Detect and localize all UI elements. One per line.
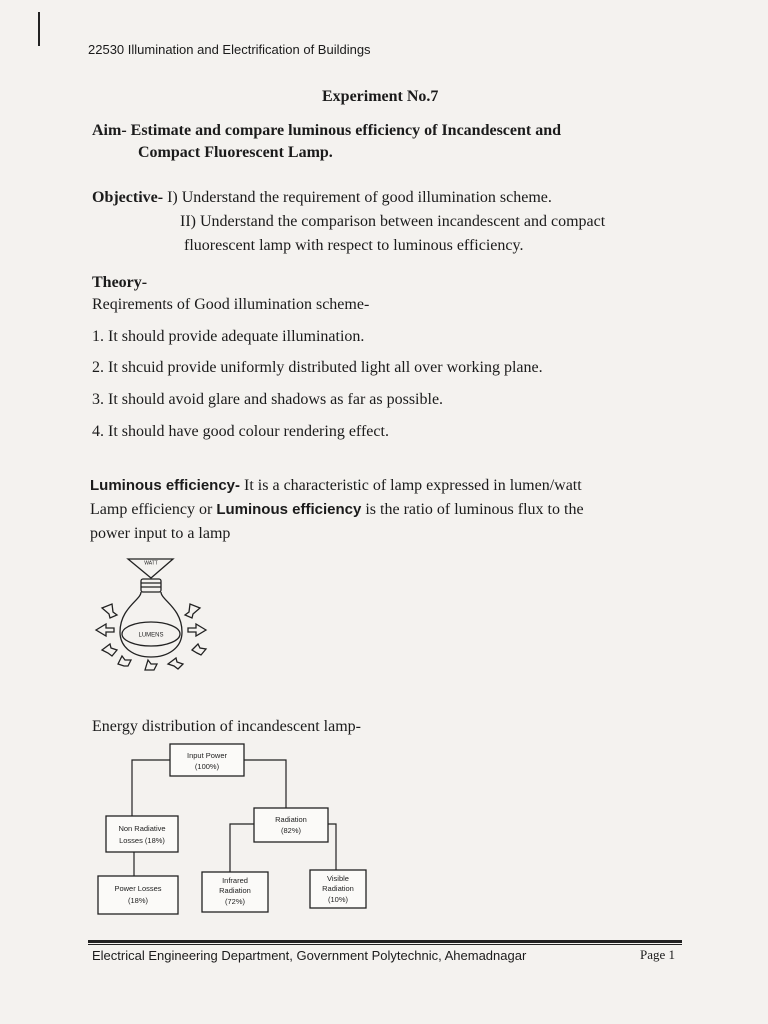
lightbulb-diagram (88, 552, 218, 682)
luminous-text-1: It is a characteristic of lamp expressed in lumen/watt (240, 477, 582, 494)
aim-line-1: Aim- Estimate and compare luminous efficiency of Incandescent and (92, 122, 562, 139)
visible-value: (10%) (327, 895, 349, 904)
non-radiative-box (106, 816, 178, 852)
requirement-item: 4. It should have good colour rendering effect. (92, 423, 389, 440)
non-radiative-value: Losses (18%) (119, 836, 165, 845)
objective-line-3: fluorescent lamp with respect to luminous efficiency. (184, 237, 524, 254)
non-radiative-label: Non Radiative (118, 824, 166, 833)
requirement-item: 2. It shcuid provide uniformly distributed light all over working plane. (92, 359, 543, 376)
page-number: Page 1 (640, 947, 676, 962)
footer-divider-thin (88, 944, 682, 945)
bulb-globe-icon (120, 592, 182, 657)
footer-department: Electrical Engineering Department, Government Polytechnic, Ahemadnagar (92, 948, 527, 963)
course-header: 22530 Illumination and Electrification of Buildings (88, 42, 371, 57)
power-losses-label: Power Losses (114, 884, 162, 893)
input-power-value: (100%) (194, 762, 220, 771)
objective-line-1: I) Understand the requirement of good illumination scheme. (163, 189, 552, 206)
power-losses-box (98, 876, 178, 914)
input-power-box (170, 744, 244, 776)
infrared-label-2: Radiation (219, 886, 251, 895)
theory-subheading: Reqirements of Good illumination scheme- (92, 296, 370, 313)
input-power-label: Input Power (186, 751, 228, 760)
luminous-term: Luminous efficiency- (90, 477, 241, 494)
power-losses-value: (18%) (127, 896, 149, 905)
footer-divider (88, 940, 682, 943)
requirement-item: 3. It should avoid glare and shadows as far as possible. (92, 391, 444, 408)
objective-line-2: II) Understand the comparison between incandescent and compact (180, 213, 606, 230)
energy-flowchart (90, 738, 380, 918)
requirement-item: 1. It should provide adequate illumination. (92, 328, 365, 345)
radiation-box (254, 808, 328, 842)
infrared-value: (72%) (224, 897, 246, 906)
energy-distribution-title: Energy distribution of incandescent lamp- (92, 718, 361, 735)
lumens-label: LUMENS (138, 632, 164, 639)
luminous-text-3: power input to a lamp (90, 525, 231, 542)
objective-section (92, 186, 712, 258)
radiation-label: Radiation (275, 815, 307, 824)
infrared-label: Infrared (222, 876, 248, 885)
theory-heading: Theory- (92, 274, 148, 291)
radiation-value: (82%) (280, 826, 302, 835)
bulb-base-icon (141, 579, 161, 592)
luminous-term-2: Luminous efficiency (216, 501, 362, 518)
watt-label: WATT (144, 560, 158, 567)
objective-label: Objective- (92, 189, 164, 206)
visible-label: Visible (327, 874, 349, 883)
margin-mark (38, 12, 40, 46)
luminous-text-2b: is the ratio of luminous flux to the (361, 501, 584, 518)
aim-line-2: Compact Fluorescent Lamp. (138, 144, 333, 161)
aim-section (92, 120, 692, 164)
experiment-title: Experiment No.7 (322, 88, 439, 105)
visible-label-2: Radiation (322, 884, 354, 893)
luminous-text-2a: Lamp efficiency or (90, 501, 217, 518)
luminous-efficiency-paragraph (90, 474, 710, 546)
